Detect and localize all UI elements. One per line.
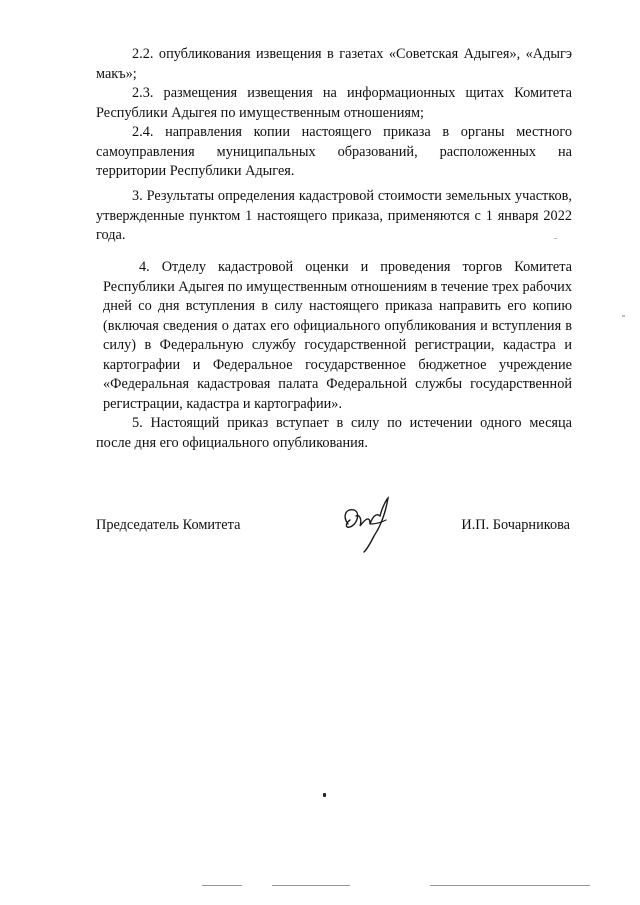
scan-speck [622, 315, 625, 317]
paragraph-4: 4. Отделу кадастровой оценки и проведения торгов Комитета Республики Адыгея по имущественным отношениям в течение трех рабочих дней со дня вступления в силу настоящего приказа направить его копию (включая сведения о датах его официального опубликования и вступления в силу) в Федеральную службу государственной регистрации, кадастра и картографии и Федеральное государственное бюджетное учреждение «Федеральная кадастровая палата Федеральной службы государственной регистрации, кадастра и картографии». [103, 259, 572, 412]
paragraph-5: 5. Настоящий приказ вступает в силу по истечении одного месяца после дня его официального опубликования. [96, 415, 572, 451]
paragraph-2-2: 2.2. опубликования извещения в газетах «Советская Адыгея», «Адыгэ макъ»; [96, 46, 572, 82]
signatory-title: Председатель Комитета [96, 517, 241, 533]
bottom-edge-line [202, 885, 242, 886]
bottom-edge-line [430, 885, 590, 886]
paragraph-2-4: 2.4. направления копии настоящего приказа в органы местного самоуправления муниципальных образований, расположенных на территории Республики Адыгея. [96, 124, 572, 179]
paragraph-3: 3. Результаты определения кадастровой стоимости земельных участков, утвержденные пунктом 1 настоящего приказа, применяются с 1 января 2022 года. [96, 188, 572, 243]
paragraph-2-3: 2.3. размещения извещения на информационных щитах Комитета Республики Адыгея по имущественным отношениям; [96, 85, 572, 121]
scan-dot [323, 793, 326, 797]
signatory-name: И.П. Бочарникова [461, 517, 570, 533]
handwritten-signature [336, 494, 396, 556]
scan-speck [554, 238, 557, 239]
bottom-edge-line [272, 885, 350, 886]
